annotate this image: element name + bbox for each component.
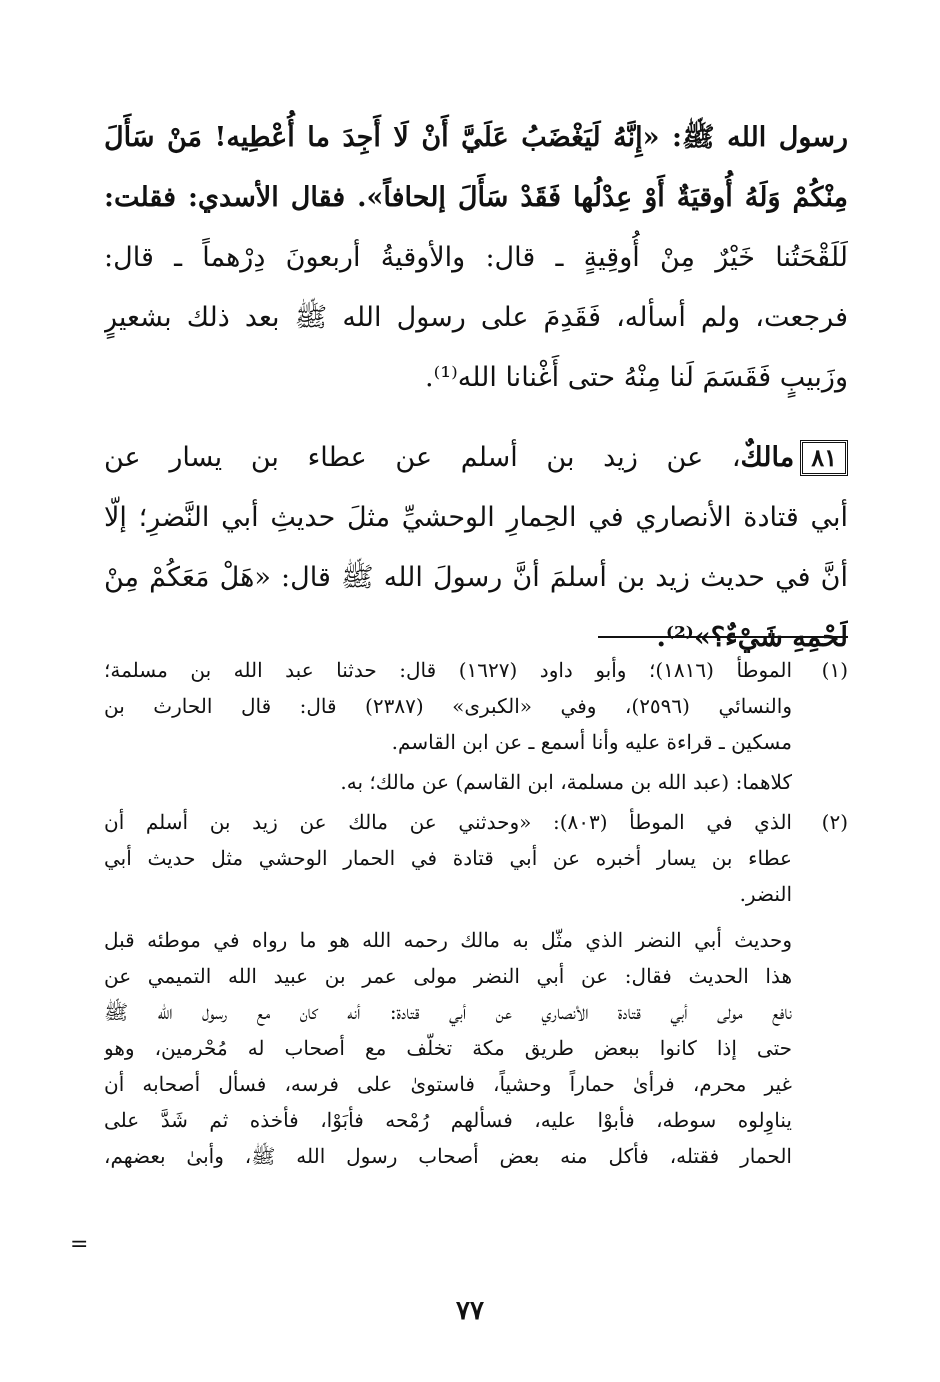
footnote-line: الحمار فقتله، فأكل منه بعض أصحاب رسول الله ﷺ، وأبىٰ بعضهم، [104, 1144, 792, 1168]
hadith-chain: ، عن زيد بن أسلم عن عطاء بن يسار عن [104, 442, 741, 473]
footnote-line: يناوِلوه سوطه، فأبوْا عليه، فسألهم رُمْحه فأبَوْا، فأخذه ثم شَدَّ على [104, 1108, 792, 1132]
footnotes [104, 652, 848, 1174]
page-number: ٧٧ [456, 1296, 484, 1326]
text-line: رسول الله ﷺ: «إِنَّهُ لَيَغْضَبُ عَلَيَّ أَنْ لَا أَجِدَ ما أُعْطِيه! مَنْ سَأَلَ [104, 122, 848, 153]
footnote-line: النضر. [739, 882, 792, 906]
footnote-divider [598, 636, 848, 638]
footnote-line: الموطأ (١٨١٦)؛ وأبو داود (١٦٢٧) قال: حدثنا عبد الله بن مسلمة؛ [104, 658, 792, 682]
footnote-line: عطاء بن يسار أخبره عن أبي قتادة في الحمار الوحشي مثل حديث أبي [104, 846, 792, 870]
text-line: وزَبيبٍ فَقَسَمَ لَنا مِنْهُ حتى أَغْنانا الله⁽¹⁾. [425, 362, 848, 393]
footnote-line: كلاهما: (عبد الله بن مسلمة، ابن القاسم) عن مالك؛ به. [340, 770, 792, 794]
footnote-number: (١) [821, 658, 848, 682]
text-line [104, 428, 848, 488]
footnote-2-sub [104, 922, 792, 1174]
hadith-number-badge: ٨١ [800, 440, 848, 476]
hadith-narrator: مالكٌ [740, 442, 795, 473]
footnote-line: هذا الحديث فقال: عن أبي النضر مولى عمر بن عبيد الله التميمي عن [104, 964, 792, 988]
text-line: فرجعت، ولم أسأله، فَقَدِمَ على رسول الله ﷺ بعد ذلك بشعيرٍ [104, 302, 848, 333]
text-line: أنَّ في حديث زيد بن أسلمَ أنَّ رسولَ الله ﷺ قال: «هَلْ مَعَكُمْ مِنْ [104, 562, 848, 593]
main-text [104, 108, 848, 668]
paragraph-hadith-81 [104, 428, 848, 668]
footnote-2 [104, 804, 848, 912]
footnote-body [104, 804, 792, 912]
footnote-line: الذي في الموطأ (٨٠٣): «وحدثني عن مالك عن زيد بن أسلم أن [104, 810, 792, 834]
footnote-line: والنسائي (٢٥٩٦)، وفي «الكبرى» (٢٣٨٧) قال: قال الحارث بن [104, 694, 792, 718]
footnote-line: وحديث أبي النضر الذي مثّل به مالك رحمه الله هو ما رواه في موطئه قبل [104, 928, 792, 952]
footnote-line: مسكين ـ قراءة عليه وأنا أسمع ـ عن ابن القاسم. [391, 730, 792, 754]
text-line: لَلَقْحَتُنا خَيْرٌ مِنْ أُوقِيةٍ ـ قال: والأوقيةُ أربعونَ دِرْهماً ـ قال: [104, 242, 848, 273]
footnote-line: غير محرم، فرأىٰ حماراً وحشياً، فاستوىٰ على فرسه، فسأل أصحابه أن [104, 1072, 792, 1096]
text-line: لَحْمِهِ شَيْءٌ؟»⁽²⁾. [656, 622, 848, 653]
continuation-mark: = [70, 1232, 89, 1257]
paragraph-1 [104, 108, 848, 408]
footnote-body [104, 652, 792, 760]
text-line: مِنْكُمْ وَلَهُ أُوقيَةٌ أَوْ عِدْلُها فَقَدْ سَأَلَ إلحافاً». فقال الأسدي: فقلت: [104, 182, 848, 213]
text-line: أبي قتادة الأنصاري في الحِمارِ الوحشيِّ مثلَ حديثِ أبي النَّضرِ؛ إلّا [104, 502, 848, 533]
footnote-1-sub [104, 764, 792, 800]
footnote-number: (٢) [821, 810, 848, 834]
footnote-line: نافع مولى أبي قتادة الأنصاري عن أبي قتادة: أنه كان مع رسول الله ﷺ [104, 1000, 792, 1024]
footnote-line: حتى إذا كانوا ببعض طريق مكة تخلّف مع أصحاب له مُحْرمين، وهو [104, 1036, 792, 1060]
footnote-1 [104, 652, 848, 760]
